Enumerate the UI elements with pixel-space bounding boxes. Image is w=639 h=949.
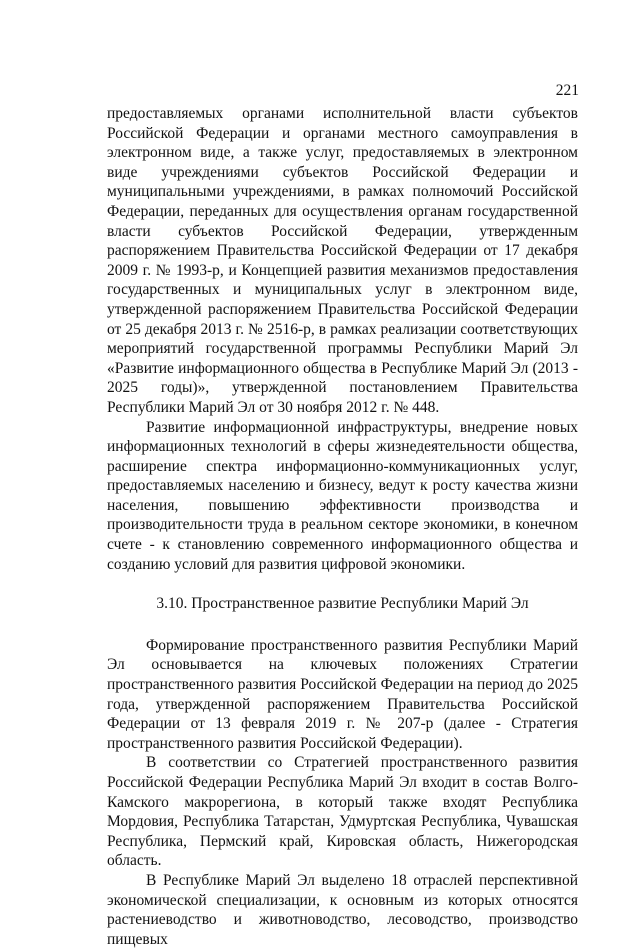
page-number: 221 [555,82,579,99]
paragraph-macroregion: В соответствии со Стратегией пространственного развития Российской Федерации Республика Марий Эл входит в состав Волго-Камского макрорегиона, в который также входят Республика Мордовия, Республика Татарстан, Удмуртская Республика, Чувашская Республика, Пермский край, Кировская область, Нижегородская область. [107,754,578,870]
paragraph-specialization: В Республике Марий Эл выделено 18 отраслей перспективной экономической специализации, к основным из которых относятся растениеводство и животноводство, лесоводство, производство пищевых [107,871,578,948]
document-body [107,104,578,949]
section-heading: 3.10. Пространственное развитие Республики Марий Эл [156,595,529,613]
paragraph-continuation: предоставляемых органами исполнительной власти субъектов Российской Федерации и органами местного самоуправления в электронном виде, а также услуг, предоставляемых в электронном виде учреждениями субъектов Российской Федерации и муниципальными учреждениями, в рамках полномочий Российской Федерации, переданных для осуществления органам государственной власти субъектов Российской Федерации, утвержденным распоряжением Правительства Российской Федерации от 17 декабря 2009 г. № 1993-р, и Концепцией развития механизмов предоставления государственных и муниципальных услуг в электронном виде, утвержденной распоряжением Правительства Российской Федерации от 25 декабря 2013 г. № 2516-р, в рамках реализации соответствующих мероприятий государственной программы Республики Марий Эл «Развитие информационного общества в Республике Марий Эл (2013 - 2025 годы)», утвержденной постановлением Правительства Республики Марий Эл от 30 ноября 2012 г. № 448. [107,105,578,416]
paragraph-spatial-strategy: Формирование пространственного развития Республики Марий Эл основывается на ключевых положениях Стратегии пространственного развития Российской Федерации на период до 2025 года, утвержденной распоряжением Правительства Российской Федерации от 13 февраля 2019 г. № 207-р (далее - Стратегия пространственного развития Российской Федерации). [107,636,578,752]
paragraph-infrastructure: Развитие информационной инфраструктуры, внедрение новых информационных технологий в сферы жизнедеятельности общества, расширение спектра информационно-коммуникационных услуг, предоставляемых населению и бизнесу, ведут к росту качества жизни населения, повышению эффективности производства и производительности труда в реальном секторе экономики, в конечном счете - к становлению современного информационного общества и созданию условий для развития цифровой экономики. [107,418,578,573]
